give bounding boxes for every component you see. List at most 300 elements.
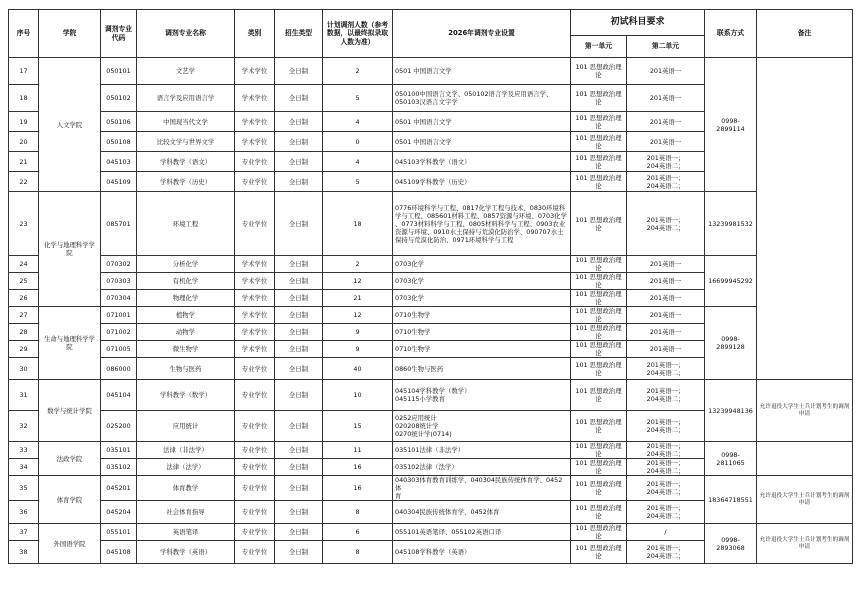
unit2-line: 204英语二；: [646, 512, 685, 520]
unit1-cell: 101 思想政治理论: [571, 273, 627, 290]
unit2-line: 204英语二；: [646, 368, 685, 377]
code-cell: 035102: [101, 459, 137, 476]
mode-cell: 全日制: [275, 411, 323, 442]
unit1-cell: 101 思想政治理论: [571, 85, 627, 112]
plan-cell: 2: [323, 256, 393, 273]
setting-cell: [393, 307, 571, 324]
mode-cell: 全日制: [275, 541, 323, 564]
seq-cell: 32: [9, 411, 39, 442]
setting-cell: [393, 85, 571, 112]
header-plan: 计划调剂人数（参考数据，以最终拟录取人数为准）: [323, 10, 393, 58]
setting-cell: [393, 380, 571, 411]
unit2-line: 201英语一；: [646, 480, 685, 488]
contact-cell: 0998-2811065: [705, 442, 757, 476]
seq-cell: 23: [9, 192, 39, 256]
code-cell: 070303: [101, 273, 137, 290]
code-cell: 071002: [101, 324, 137, 341]
unit2-cell: [627, 192, 705, 256]
unit2-cell: [627, 256, 705, 273]
unit2-cell: [627, 307, 705, 324]
type-cell: 学术学位: [235, 256, 275, 273]
type-cell: 专业学位: [235, 172, 275, 192]
setting-line: 040304民族传统体育学、0452体育: [395, 508, 500, 516]
unit2-cell: [627, 380, 705, 411]
major-name-cell: 文艺学: [137, 58, 235, 85]
setting-line: 0501 中国语言文学: [395, 137, 452, 146]
type-cell: 学术学位: [235, 112, 275, 132]
seq-cell: 21: [9, 152, 39, 172]
header-college: 学院: [39, 10, 101, 58]
setting-cell: [393, 152, 571, 172]
setting-cell: [393, 324, 571, 341]
unit2-line: 204英语二；: [646, 488, 685, 496]
college-cell: 人文学院: [39, 58, 101, 192]
setting-line: 055101英语笔译、055102英语口译: [395, 528, 502, 536]
unit2-line: 204英语二；: [646, 450, 685, 458]
setting-line: 0501 中国语言文学: [395, 117, 452, 126]
contact-cell: 0998-2893068: [705, 524, 757, 564]
mode-cell: 全日制: [275, 524, 323, 541]
seq-cell: 35: [9, 476, 39, 501]
mode-cell: 全日制: [275, 324, 323, 341]
unit2-cell: [627, 152, 705, 172]
setting-cell: [393, 459, 571, 476]
college-cell: 数学与统计学院: [39, 380, 101, 442]
unit2-cell: [627, 541, 705, 564]
unit2-line: 204英语二；: [646, 395, 685, 403]
header-type: 类别: [235, 10, 275, 58]
mode-cell: 全日制: [275, 380, 323, 411]
mode-cell: 全日制: [275, 442, 323, 459]
unit1-cell: 101 思想政治理论: [571, 358, 627, 380]
unit1-cell: 101 思想政治理论: [571, 459, 627, 476]
unit2-line: 201英语一；: [646, 360, 685, 369]
header-code: 调剂专业代码: [101, 10, 137, 58]
unit2-line: 201英语一；: [646, 387, 685, 395]
major-name-cell: 法律（非法学）: [137, 442, 235, 459]
setting-line: 0860生物与医药: [395, 364, 444, 373]
unit2-cell: [627, 290, 705, 307]
unit1-cell: 101 思想政治理论: [571, 307, 627, 324]
unit2-cell: [627, 172, 705, 192]
type-cell: 学术学位: [235, 324, 275, 341]
unit2-line: 204英语二；: [646, 552, 685, 560]
table-row: [9, 307, 853, 324]
setting-line: 0703化学: [395, 260, 425, 268]
code-cell: 045104: [101, 380, 137, 411]
code-cell: 050106: [101, 112, 137, 132]
unit1-cell: 101 思想政治理论: [571, 341, 627, 358]
unit2-cell: [627, 501, 705, 524]
seq-cell: 27: [9, 307, 39, 324]
setting-cell: [393, 256, 571, 273]
header-unit1: 第一单元: [571, 36, 627, 58]
type-cell: 专业学位: [235, 501, 275, 524]
unit2-cell: [627, 442, 705, 459]
code-cell: 055101: [101, 524, 137, 541]
setting-line: 050103汉语言文字学: [395, 98, 458, 106]
mode-cell: 全日制: [275, 152, 323, 172]
code-cell: 045204: [101, 501, 137, 524]
unit2-cell: [627, 273, 705, 290]
unit1-cell: 101 思想政治理论: [571, 476, 627, 501]
mode-cell: 全日制: [275, 85, 323, 112]
header-remark: 备注: [757, 10, 853, 58]
seq-cell: 19: [9, 112, 39, 132]
plan-cell: 4: [323, 152, 393, 172]
setting-line: 0710生物学: [395, 311, 431, 319]
remark-cell: 允许退役大学生士兵计划考生的调剂申请: [757, 524, 853, 564]
mode-cell: 全日制: [275, 132, 323, 152]
adjustment-table: [8, 9, 853, 564]
setting-cell: [393, 411, 571, 442]
unit2-line: 204英语二；: [646, 426, 685, 434]
unit2-cell: [627, 112, 705, 132]
seq-cell: 20: [9, 132, 39, 152]
type-cell: 专业学位: [235, 541, 275, 564]
code-cell: 071001: [101, 307, 137, 324]
setting-line: 045109学科教学（历史）: [395, 177, 471, 186]
unit2-cell: [627, 411, 705, 442]
plan-cell: 4: [323, 112, 393, 132]
seq-cell: 36: [9, 501, 39, 524]
unit1-cell: 101 思想政治理论: [571, 112, 627, 132]
plan-cell: 5: [323, 172, 393, 192]
major-name-cell: 中国现当代文学: [137, 112, 235, 132]
setting-cell: [393, 476, 571, 501]
setting-cell: [393, 501, 571, 524]
unit2-cell: [627, 341, 705, 358]
type-cell: 学术学位: [235, 132, 275, 152]
seq-cell: 37: [9, 524, 39, 541]
setting-cell: [393, 172, 571, 192]
setting-cell: [393, 524, 571, 541]
setting-line: 资源与环境、0910水土保持与荒漠化防治学、090707水土: [395, 227, 564, 236]
setting-cell: [393, 541, 571, 564]
major-name-cell: 学科教学（英语）: [137, 541, 235, 564]
setting-line: 045104学科教学（数学）: [395, 387, 471, 395]
mode-cell: 全日制: [275, 58, 323, 85]
header-seq: 序号: [9, 10, 39, 58]
major-name-cell: 英语笔译: [137, 524, 235, 541]
type-cell: 学术学位: [235, 85, 275, 112]
mode-cell: 全日制: [275, 192, 323, 256]
unit2-line: 201英语一: [649, 137, 682, 146]
major-name-cell: 分析化学: [137, 256, 235, 273]
unit2-cell: [627, 58, 705, 85]
unit2-line: 204英语二；: [646, 467, 685, 475]
unit2-line: 201英语一；: [646, 173, 685, 182]
unit1-cell: 101 思想政治理论: [571, 524, 627, 541]
plan-cell: 18: [323, 192, 393, 256]
unit2-line: 204英语二；: [646, 181, 685, 190]
unit2-cell: [627, 358, 705, 380]
mode-cell: 全日制: [275, 172, 323, 192]
plan-cell: 15: [323, 411, 393, 442]
code-cell: 045108: [101, 541, 137, 564]
setting-line: 045115小学教育: [395, 395, 445, 403]
setting-line: 0710生物学: [395, 345, 431, 353]
setting-line: 0252应用统计: [395, 414, 437, 422]
unit2-cell: [627, 132, 705, 152]
mode-cell: 全日制: [275, 501, 323, 524]
plan-cell: 12: [323, 273, 393, 290]
type-cell: 学术学位: [235, 290, 275, 307]
unit1-cell: 101 思想政治理论: [571, 132, 627, 152]
type-cell: 专业学位: [235, 380, 275, 411]
unit2-cell: [627, 476, 705, 501]
unit1-cell: 101 思想政治理论: [571, 58, 627, 85]
type-cell: 专业学位: [235, 476, 275, 501]
unit2-line: 201英语一: [649, 294, 682, 302]
header-name: 调剂专业名称: [137, 10, 235, 58]
setting-cell: [393, 58, 571, 85]
unit2-cell: [627, 324, 705, 341]
type-cell: 专业学位: [235, 524, 275, 541]
setting-cell: [393, 442, 571, 459]
plan-cell: 2: [323, 58, 393, 85]
setting-cell: [393, 273, 571, 290]
setting-line: 、0773材料科学与工程、0805材料科学与工程、0903农业: [395, 219, 566, 228]
table-row: [9, 380, 853, 411]
mode-cell: 全日制: [275, 307, 323, 324]
type-cell: 专业学位: [235, 459, 275, 476]
seq-cell: 30: [9, 358, 39, 380]
plan-cell: 9: [323, 341, 393, 358]
major-name-cell: 法律（法学）: [137, 459, 235, 476]
plan-cell: 12: [323, 307, 393, 324]
setting-cell: [393, 112, 571, 132]
setting-cell: [393, 341, 571, 358]
contact-cell: 18364718551: [705, 476, 757, 524]
mode-cell: 全日制: [275, 112, 323, 132]
type-cell: 学术学位: [235, 341, 275, 358]
unit1-cell: 101 思想政治理论: [571, 324, 627, 341]
unit2-line: 201英语一: [649, 94, 682, 102]
college-cell: 化学与地理科学学院: [39, 192, 101, 307]
major-name-cell: 有机化学: [137, 273, 235, 290]
mode-cell: 全日制: [275, 290, 323, 307]
unit2-cell: [627, 524, 705, 541]
unit2-line: 201英语一；: [646, 504, 685, 512]
table-body: [9, 58, 853, 564]
code-cell: 045201: [101, 476, 137, 501]
unit2-line: 201英语一: [649, 328, 682, 336]
code-cell: 086000: [101, 358, 137, 380]
code-cell: 071005: [101, 341, 137, 358]
unit2-line: 201英语一: [649, 117, 682, 126]
unit2-cell: [627, 85, 705, 112]
contact-cell: 13239948136: [705, 380, 757, 442]
setting-cell: [393, 132, 571, 152]
type-cell: 专业学位: [235, 358, 275, 380]
unit1-cell: 101 思想政治理论: [571, 380, 627, 411]
code-cell: 085701: [101, 192, 137, 256]
type-cell: 专业学位: [235, 442, 275, 459]
unit1-cell: 101 思想政治理论: [571, 501, 627, 524]
contact-cell: 0998-2899128: [705, 307, 757, 380]
setting-line: 040303体育教育训练学、040304民族传统体育学、0452体: [395, 476, 563, 492]
plan-cell: 8: [323, 501, 393, 524]
setting-cell: [393, 290, 571, 307]
setting-line: 学与工程、085601材料工程、0857资源与环境、0703化学: [395, 211, 567, 220]
header-setting: 2026年调剂专业设置: [393, 10, 571, 58]
plan-cell: 21: [323, 290, 393, 307]
seq-cell: 18: [9, 85, 39, 112]
table-row: [9, 192, 853, 256]
unit1-cell: 101 思想政治理论: [571, 172, 627, 192]
plan-cell: 5: [323, 85, 393, 112]
plan-cell: 8: [323, 541, 393, 564]
plan-cell: 40: [323, 358, 393, 380]
code-cell: 050108: [101, 132, 137, 152]
unit1-cell: 101 思想政治理论: [571, 442, 627, 459]
type-cell: 学术学位: [235, 307, 275, 324]
setting-line: 035101法律（非法学）: [395, 446, 465, 454]
remark-cell: 允许退役大学生士兵计划考生的调剂申请: [757, 476, 853, 524]
seq-cell: 38: [9, 541, 39, 564]
setting-line: 045108学科教学（英语）: [395, 548, 471, 556]
major-name-cell: 动物学: [137, 324, 235, 341]
seq-cell: 24: [9, 256, 39, 273]
seq-cell: 29: [9, 341, 39, 358]
plan-cell: 9: [323, 324, 393, 341]
unit1-cell: 101 思想政治理论: [571, 152, 627, 172]
unit2-line: 204英语二；: [646, 161, 685, 170]
type-cell: 专业学位: [235, 411, 275, 442]
unit2-cell: [627, 459, 705, 476]
code-cell: 070304: [101, 290, 137, 307]
college-cell: 外国语学院: [39, 524, 101, 564]
plan-cell: 6: [323, 524, 393, 541]
code-cell: 070302: [101, 256, 137, 273]
major-name-cell: 比较文学与世界文学: [137, 132, 235, 152]
header-contact: 联系方式: [705, 10, 757, 58]
unit1-cell: 101 思想政治理论: [571, 541, 627, 564]
seq-cell: 17: [9, 58, 39, 85]
major-name-cell: 学科教学（数学）: [137, 380, 235, 411]
major-name-cell: 植物学: [137, 307, 235, 324]
mode-cell: 全日制: [275, 273, 323, 290]
plan-cell: 16: [323, 459, 393, 476]
type-cell: 专业学位: [235, 152, 275, 172]
seq-cell: 28: [9, 324, 39, 341]
college-cell: 法政学院: [39, 442, 101, 476]
major-name-cell: 微生物学: [137, 341, 235, 358]
contact-cell: 13239981532: [705, 192, 757, 256]
major-name-cell: 体育教学: [137, 476, 235, 501]
plan-cell: 0: [323, 132, 393, 152]
setting-line: 035102法律（法学）: [395, 463, 458, 471]
header-unit2: 第二单元: [627, 36, 705, 58]
major-name-cell: 学科教学（历史）: [137, 172, 235, 192]
setting-line: 0703化学: [395, 294, 425, 302]
header-exam: 初试科目要求: [571, 10, 705, 36]
mode-cell: 全日制: [275, 476, 323, 501]
major-name-cell: 生物与医药: [137, 358, 235, 380]
table-row: [9, 256, 853, 273]
unit1-cell: 101 思想政治理论: [571, 411, 627, 442]
unit2-line: 201英语一: [649, 345, 682, 353]
seq-cell: 26: [9, 290, 39, 307]
major-name-cell: 物理化学: [137, 290, 235, 307]
unit2-line: 201英语一；: [646, 153, 685, 162]
code-cell: 050101: [101, 58, 137, 85]
setting-line: 0710生物学: [395, 328, 431, 336]
type-cell: 学术学位: [235, 58, 275, 85]
table-row: [9, 58, 853, 85]
unit2-line: 204英语二；: [646, 223, 685, 232]
table-row: [9, 442, 853, 459]
seq-cell: 22: [9, 172, 39, 192]
table-row: [9, 476, 853, 501]
setting-line: 045103学科教学（语文）: [395, 157, 471, 166]
setting-line: 020208统计学: [395, 422, 439, 430]
major-name-cell: 语言学及应用语言学: [137, 85, 235, 112]
setting-line: 育: [395, 492, 402, 500]
contact-cell: 0998-2899114: [705, 58, 757, 192]
plan-cell: 11: [323, 442, 393, 459]
unit2-line: /: [664, 528, 667, 536]
college-cell: 生命与地理科学学院: [39, 307, 101, 380]
major-name-cell: 应用统计: [137, 411, 235, 442]
code-cell: 045109: [101, 172, 137, 192]
major-name-cell: 社会体育指导: [137, 501, 235, 524]
type-cell: 专业学位: [235, 192, 275, 256]
seq-cell: 25: [9, 273, 39, 290]
unit1-cell: 101 思想政治理论: [571, 290, 627, 307]
unit2-line: 201英语一；: [646, 418, 685, 426]
contact-cell: 16699945292: [705, 256, 757, 307]
header-row-1: [9, 10, 853, 36]
unit2-line: 201英语一；: [646, 459, 685, 467]
table-row: [9, 524, 853, 541]
plan-cell: 10: [323, 380, 393, 411]
unit1-cell: 101 思想政治理论: [571, 192, 627, 256]
unit2-line: 201英语一；: [646, 544, 685, 552]
code-cell: 050102: [101, 85, 137, 112]
plan-cell: 16: [323, 476, 393, 501]
unit1-cell: 101 思想政治理论: [571, 256, 627, 273]
code-cell: 045103: [101, 152, 137, 172]
unit2-line: 201英语一；: [646, 442, 685, 450]
seq-cell: 34: [9, 459, 39, 476]
seq-cell: 31: [9, 380, 39, 411]
unit2-line: 201英语一: [649, 67, 682, 75]
setting-line: 0776环境科学与工程、0817化学工程与技术、0830环境科: [395, 203, 566, 212]
header-mode: 招生类型: [275, 10, 323, 58]
setting-line: 0501 中国语言文学: [395, 67, 452, 75]
setting-line: 050100中国语言文学、050102语言学及应用语言学、: [395, 90, 553, 98]
remark-cell: [757, 58, 853, 380]
unit2-line: 201英语一: [649, 311, 682, 319]
setting-cell: [393, 358, 571, 380]
unit2-line: 201英语一: [649, 260, 682, 268]
code-cell: 025200: [101, 411, 137, 442]
setting-line: 0270统计学(0714): [395, 430, 452, 438]
seq-cell: 33: [9, 442, 39, 459]
code-cell: 035101: [101, 442, 137, 459]
college-cell: 体育学院: [39, 476, 101, 524]
mode-cell: 全日制: [275, 459, 323, 476]
remark-cell: 允许退役大学生士兵计划考生的调剂申请: [757, 380, 853, 442]
setting-line: 0703化学: [395, 277, 425, 285]
mode-cell: 全日制: [275, 341, 323, 358]
setting-cell: [393, 192, 571, 256]
remark-cell: [757, 442, 853, 476]
mode-cell: 全日制: [275, 358, 323, 380]
unit2-line: 201英语一: [649, 277, 682, 285]
